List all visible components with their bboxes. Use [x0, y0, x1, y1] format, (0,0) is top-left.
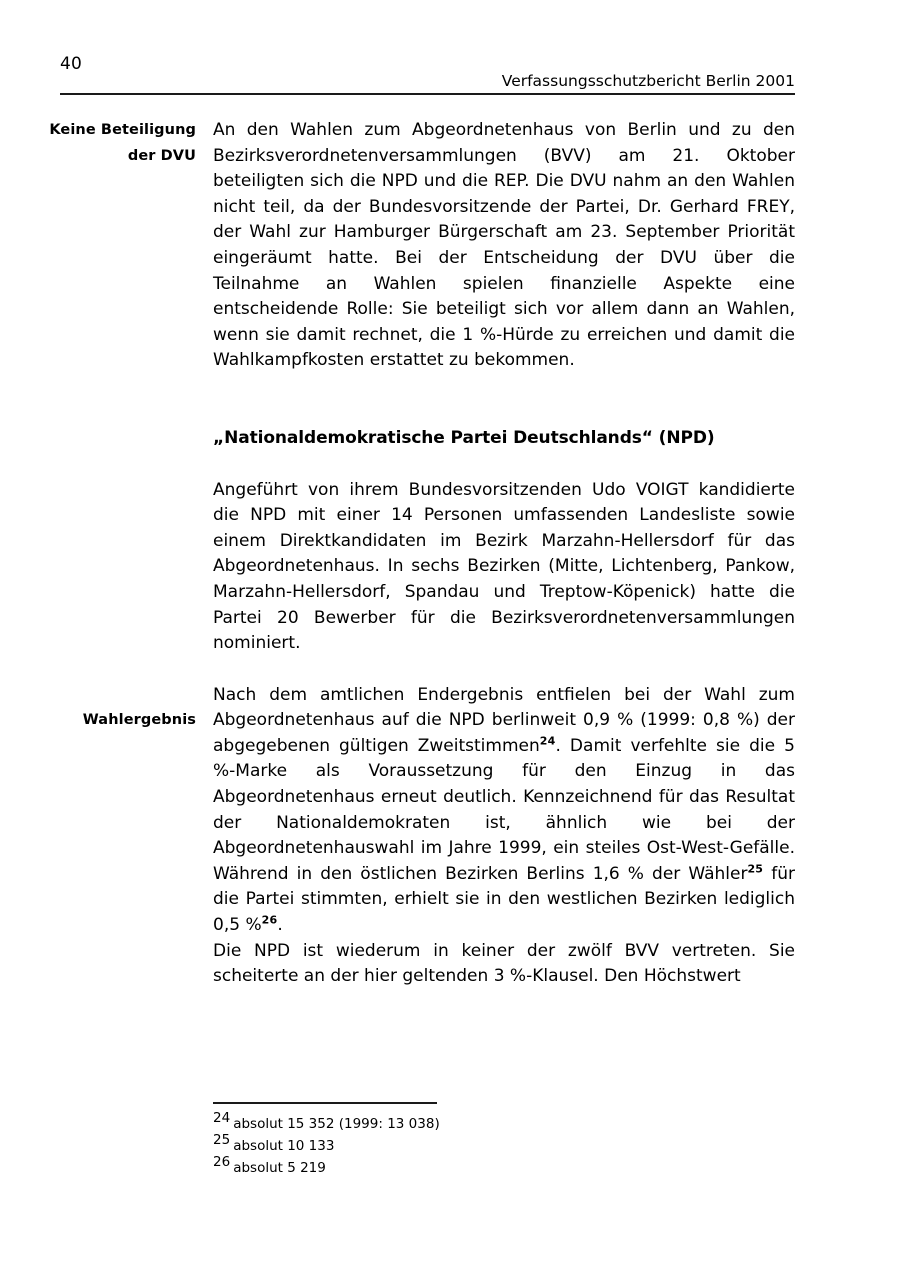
- paragraph-result: [213, 683, 795, 939]
- footnote-item: [213, 1154, 795, 1179]
- spacer-before-result: [0, 657, 900, 683]
- footnote-ref-25[interactable]: 25: [747, 862, 764, 876]
- paragraph-dvu: An den Wahlen zum Abgeordnetenhaus von Berlin und zu den Bezirksverordnetenversammlungen (BVV) am 21. Oktober beteiligten sich die NPD und die REP. Die DVU nahm an den Wahlen nicht teil, da der Bundesvorsitzende der Partei, Dr. Gerhard FREY, der Wahl zur Hamburger Bürgerschaft am 23. September Priorität eingeräumt hatte. Bei der Entscheidung der DVU über die Teilnahme an Wahlen spielen finanzielle Aspekte eine entscheidende Rolle: Sie beteiligt sich vor allem dann an Wahlen, wenn sie damit rechnet, die 1 %-Hürde zu erreichen und damit die Wahlkampfkosten erstattet zu bekommen.: [213, 120, 795, 371]
- spacer-after-heading: [0, 452, 900, 478]
- spacer-before-heading: [0, 374, 900, 426]
- paragraph-candidates-column: [213, 478, 795, 657]
- paragraph-result-text-3: für die Partei stimmten, erhielt sie in den westlichen Bezirken lediglich 0,5 %: [213, 863, 795, 936]
- section-candidates: [0, 478, 900, 657]
- page-number: 40: [60, 54, 83, 74]
- footnote-item: [213, 1110, 795, 1135]
- paragraph-result-text-2: . Damit verfehlte sie die 5 %-Marke als Voraussetzung für den Einzug in das Abgeordnetenhaus erneut deutlich. Kennzeichnend für das Resultat der Nationaldemokraten ist, ähnlich wie bei der Abgeordnetenhauswahl im Jahre 1999, ein steiles Ost-West-Gefälle. Während in den östlichen Bezirken Berlins 1,6 % der Wähler: [213, 735, 795, 884]
- paragraph-dvu-column: [213, 118, 795, 374]
- footnote-text: absolut 10 133: [233, 1137, 335, 1154]
- footnote-ref-24[interactable]: 24: [539, 734, 556, 748]
- paragraph-result-column: [213, 683, 795, 990]
- footnote-marker: 26: [213, 1154, 231, 1171]
- footnote-text: absolut 5 219: [233, 1159, 326, 1176]
- section-dvu: [0, 118, 900, 374]
- section-result: [0, 683, 900, 990]
- footnote-marker: 25: [213, 1132, 231, 1149]
- paragraph-candidates: Angeführt von ihrem Bundesvorsitzenden Udo VOIGT kandidierte die NPD mit einer 14 Personen umfassenden Landesliste sowie einem Direktkandidaten im Bezirk Marzahn-Hellersdorf für das Abgeordnetenhaus. In sechs Bezirken (Mitte, Lichtenberg, Pankow, Marzahn-Hellersdorf, Spandau und Treptow-Köpenick) hatte die Partei 20 Bewerber für die Bezirksverordnetenversammlungen nominiert.: [213, 479, 795, 654]
- page-body: [0, 118, 900, 990]
- running-title: Verfassungsschutzbericht Berlin 2001: [501, 72, 795, 90]
- footnote-item: [213, 1132, 795, 1157]
- heading-npd: „Nationaldemokratische Partei Deutschlands“ (NPD): [213, 427, 715, 448]
- footnote-marker: 24: [213, 1110, 231, 1127]
- marginal-note-dvu: [36, 118, 196, 169]
- footnote-divider: [213, 1102, 437, 1104]
- marginal-note-dvu-line2: der DVU: [127, 147, 196, 164]
- paragraph-result-text-1: Nach dem amtlichen Endergebnis entfielen bei der Wahl zum Abgeordnetenhaus auf die NPD berlinweit 0,9 % (1999: 0,8 %) der abgegebenen gültigen Zweitstimmen: [213, 684, 795, 756]
- footnote-text: absolut 15 352 (1999: 13 038): [233, 1115, 440, 1132]
- marginal-note-result: [36, 708, 196, 734]
- footnote-ref-26[interactable]: 26: [261, 913, 278, 927]
- paragraph-bvv: Die NPD ist wiederum in keiner der zwölf BVV vertreten. Sie scheiterte an der hier geltenden 3 %-Klausel. Den Höchstwert: [213, 940, 795, 987]
- footnote-area: [213, 1102, 795, 1179]
- marginal-note-result-label: Wahlergebnis: [82, 712, 196, 729]
- marginal-note-dvu-line1: Keine Beteiligung: [49, 122, 196, 138]
- header-divider: [60, 93, 795, 95]
- paragraph-result-text-4: .: [277, 915, 283, 936]
